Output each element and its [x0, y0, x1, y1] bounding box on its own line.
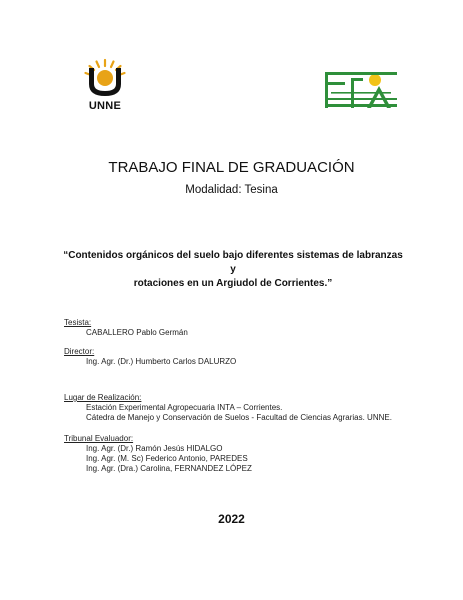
lugar-place-1: Estación Experimental Agropecuaria INTA – Corrientes. [86, 403, 283, 412]
fca-logo [323, 68, 399, 110]
tribunal-member-2: Ing. Agr. (M. Sc) Federico Antonio, PAREDES [86, 454, 248, 463]
tesista-label: Tesista: [64, 318, 92, 327]
director-section [64, 347, 236, 367]
year: 2022 [218, 512, 245, 526]
lugar-section [64, 393, 392, 423]
fca-emblem-icon [323, 68, 399, 110]
document-title: TRABAJO FINAL DE GRADUACIÓN [108, 159, 355, 176]
director-label: Director: [64, 347, 95, 356]
tesista-section [64, 318, 188, 338]
unne-logo-text: UNNE [88, 100, 122, 112]
tribunal-member-1: Ing. Agr. (Dr.) Ramón Jesús HIDALGO [86, 444, 223, 453]
modality-subtitle: Modalidad: Tesina [185, 184, 278, 196]
thesis-title-line-2: rotaciones en un Argiudol de Corrientes.” [133, 278, 333, 289]
thesis-title-line-1: “Contenidos orgánicos del suelo bajo diferentes sistemas de labranzas y [63, 250, 403, 275]
lugar-place-2: Cátedra de Manejo y Conservación de Suelos - Facultad de Ciencias Agrarias. UNNE. [86, 413, 392, 422]
tribunal-label: Tribunal Evaluador: [64, 434, 134, 443]
thesis-title [60, 249, 406, 291]
tribunal-section [64, 434, 252, 474]
unne-sun-emblem-icon [80, 58, 130, 100]
tesista-name: CABALLERO Pablo Germán [86, 328, 188, 337]
lugar-label: Lugar de Realización: [64, 393, 142, 402]
director-name: Ing. Agr. (Dr.) Humberto Carlos DALURZO [86, 357, 237, 366]
unne-logo [80, 58, 130, 118]
tribunal-member-3: Ing. Agr. (Dra.) Carolina, FERNANDEZ LÓPEZ [86, 464, 252, 473]
